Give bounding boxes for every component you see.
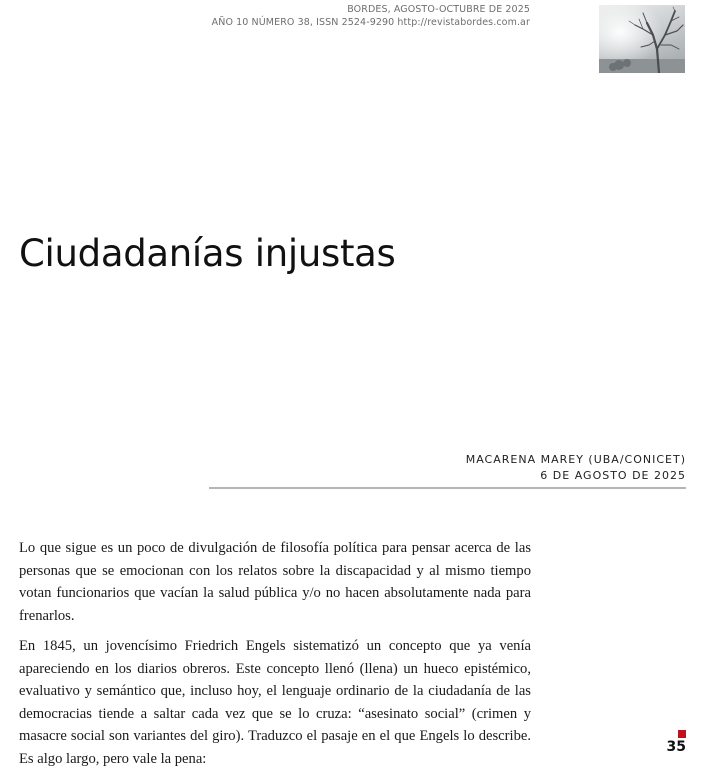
journal-masthead bbox=[212, 3, 530, 29]
page-number: 35 bbox=[666, 739, 686, 755]
masthead-line-issn: AÑO 10 NÚMERO 38, ISSN 2524-9290 http://revistabordes.com.ar bbox=[211, 17, 530, 28]
author-name: MACARENA MAREY (UBA/CONICET) bbox=[465, 453, 686, 466]
masthead-line-issue-date: BORDES, AGOSTO-OCTUBRE DE 2025 bbox=[347, 4, 530, 15]
header-thumbnail-image bbox=[599, 5, 685, 73]
article-body bbox=[19, 537, 531, 778]
publication-date: 6 DE AGOSTO DE 2025 bbox=[540, 469, 686, 482]
article-byline bbox=[466, 452, 686, 484]
body-paragraph: En 1845, un jovencísimo Friedrich Engels sistematizó un concepto que ya venía apareciendo en los diarios obreros. Este concepto llenó (llena) un hueco epistémico, evaluativo y semántico que, incluso hoy, el lenguaje ordinario de la ciudadanía de las democracias tiende a saltar cada vez que se lo cruza: “asesinato social” (crimen y masacre social son variantes del giro). Traduzco el pasaje en el que Engels lo describe. Es algo largo, pero vale la pena: bbox=[19, 638, 531, 767]
byline-divider bbox=[209, 487, 686, 489]
article-title: Ciudadanías injustas bbox=[19, 232, 396, 275]
page-marker-square bbox=[678, 730, 686, 738]
bare-tree-icon bbox=[599, 5, 685, 73]
body-paragraph: Lo que sigue es un poco de divulgación de filosofía política para pensar acerca de las personas que se emocionan con los relatos sobre la discapacidad y al mismo tiempo votan funcionarios que vacían la salud pública y/o no hacen absolutamente nada para frenarlos. bbox=[19, 540, 531, 624]
